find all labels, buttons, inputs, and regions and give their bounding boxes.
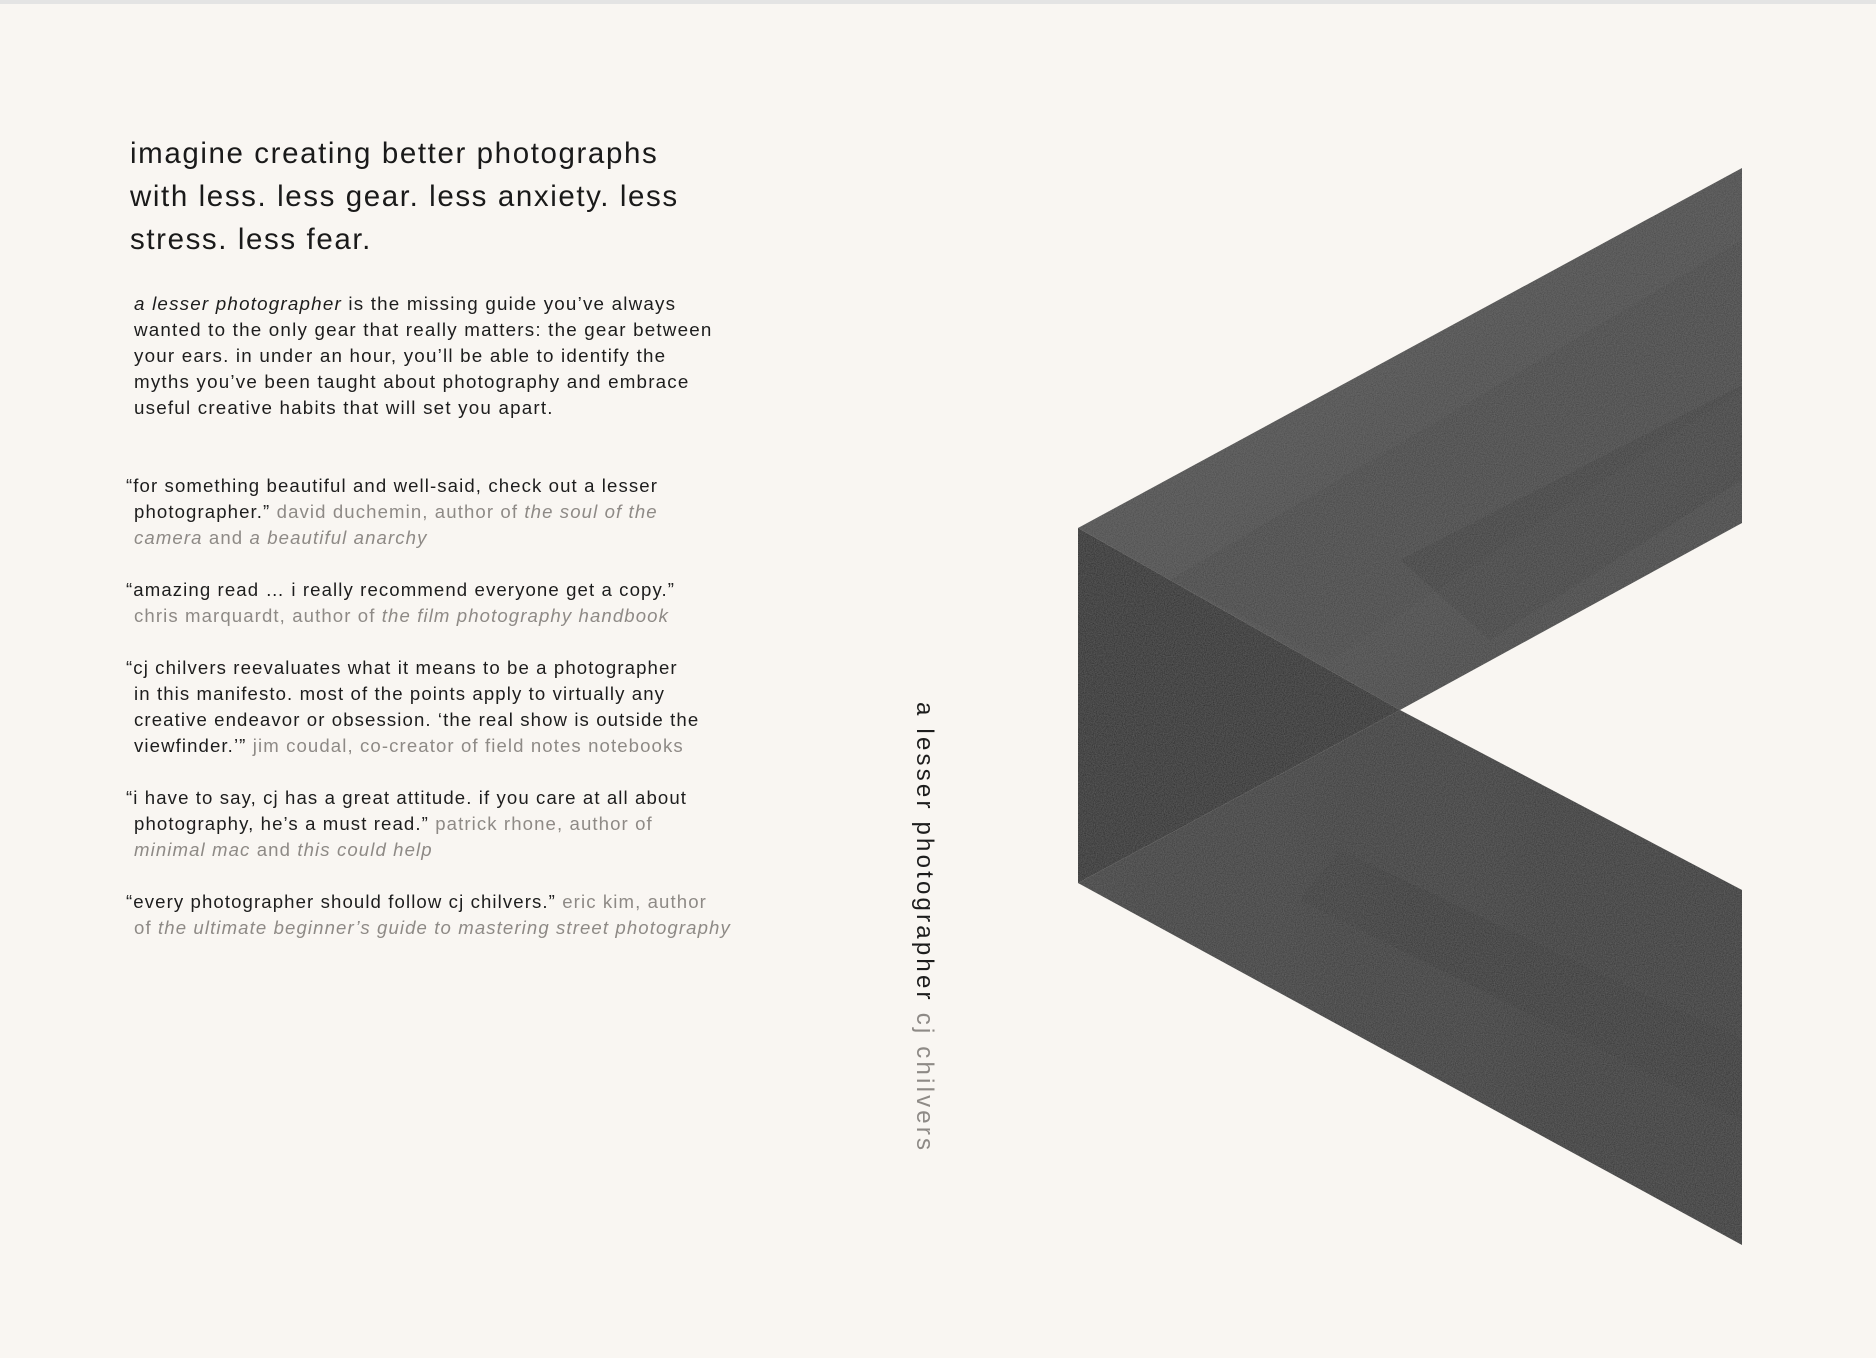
headline-line: imagine creating better photographs (130, 137, 659, 170)
attribution-text: patrick rhone, author of (435, 813, 653, 834)
headline-line: stress. less fear. (130, 223, 372, 256)
book-title: camera (134, 527, 203, 548)
book-title: a beautiful anarchy (249, 527, 428, 548)
testimonial (126, 473, 834, 551)
quote-text: creative endeavor or obsession. ‘the real show is outside the (134, 709, 700, 730)
top-edge-strip (0, 0, 1876, 4)
quote-text: “every photographer should follow cj chilvers.” (126, 891, 556, 912)
quote-text: “i have to say, cj has a great attitude. if you care at all about (126, 787, 688, 808)
book-title: minimal mac (134, 839, 251, 860)
attribution-text: and (208, 527, 244, 548)
spine-author: cj chilvers (911, 1012, 938, 1154)
quote-text: photographer.” (134, 501, 271, 522)
quote-text: in this manifesto. most of the points apply to virtually any (134, 683, 666, 704)
quote-attribution: jim coudal, co-creator of field notes notebooks (252, 735, 684, 756)
attribution-text: of (134, 917, 152, 938)
attribution-text: david duchemin, author of (276, 501, 519, 522)
book-spine (910, 702, 938, 1153)
testimonial (126, 785, 834, 863)
book-title: the ultimate beginner’s guide to mastering street photography (158, 917, 731, 938)
blurb-text: is the missing guide you’ve always (341, 293, 677, 314)
quote-attribution (134, 605, 669, 626)
quote-text: photography, he’s a must read.” (134, 813, 429, 834)
blurb-text: wanted to the only gear that really matters: the gear between (134, 319, 713, 340)
quote-text: “amazing read … i really recommend everyone get a copy.” (126, 579, 676, 600)
quote-text: “for something beautiful and well-said, check out a lesser (126, 475, 658, 496)
blurb-book-title: a lesser photographer (134, 293, 342, 314)
spine-title: a lesser photographer (911, 702, 938, 1003)
back-cover-text (126, 132, 820, 967)
blurb-text: myths you’ve been taught about photography and embrace (134, 371, 690, 392)
testimonial (126, 577, 834, 629)
testimonial (126, 655, 834, 759)
attribution-text: and (256, 839, 292, 860)
quote-text: viewfinder.’” (134, 735, 247, 756)
quote-text: “cj chilvers reevaluates what it means to be a photographer (126, 657, 678, 678)
book-title: this could help (297, 839, 433, 860)
book-title: the soul of the (524, 501, 658, 522)
attribution-text: chris marquardt, author of (134, 605, 376, 626)
testimonial (126, 889, 834, 941)
blurb-text: useful creative habits that will set you apart. (134, 397, 554, 418)
headline-line: with less. less gear. less anxiety. less (130, 180, 679, 213)
cover-chevron-artwork (1070, 160, 1770, 1250)
book-title: the film photography handbook (381, 605, 670, 626)
attribution-text: eric kim, author (562, 891, 707, 912)
book-blurb (134, 291, 814, 421)
testimonials (126, 473, 820, 941)
headline (130, 132, 820, 261)
blurb-text: your ears. in under an hour, you’ll be able to identify the (134, 345, 667, 366)
